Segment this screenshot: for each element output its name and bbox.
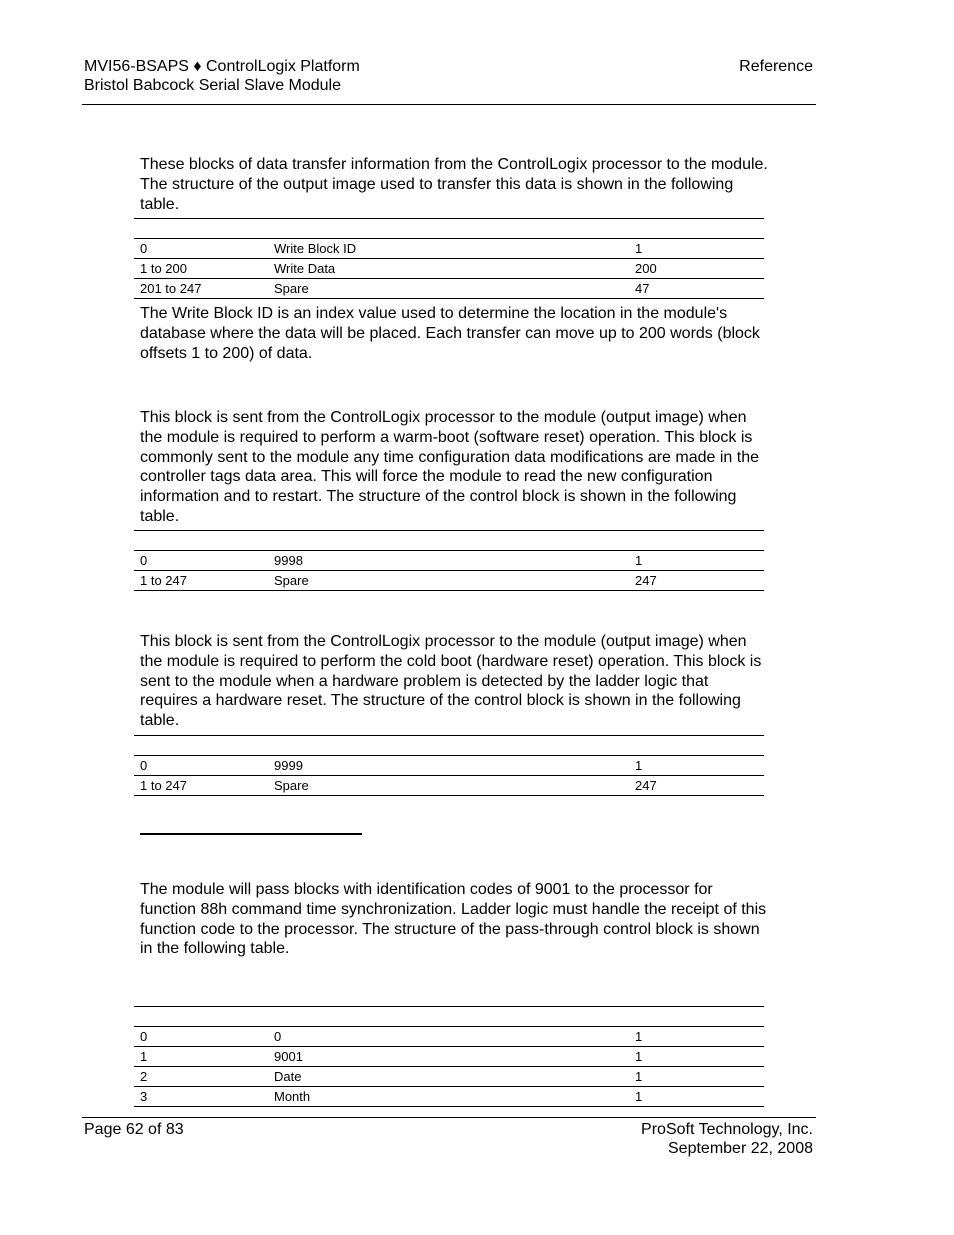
offset-cell: 1 to 247 — [140, 573, 187, 588]
description-cell: 0 — [274, 1029, 282, 1044]
table-row — [134, 259, 764, 279]
footer-rule — [82, 1117, 816, 1118]
description-cell: Date — [274, 1069, 302, 1084]
write-block-intro: These blocks of data transfer information from the ControlLogix processor to the module. The structure of the output image used to transfer this data is shown in the following table. — [140, 156, 768, 213]
pass-through-table-title-rule — [134, 1006, 764, 1007]
table-row — [134, 1047, 764, 1067]
offset-cell: 2 — [140, 1069, 148, 1084]
offset-cell: 1 to 247 — [140, 778, 187, 793]
table-row — [134, 1087, 764, 1107]
length-cell: 1 — [635, 1069, 643, 1084]
warm-boot-intro: This block is sent from the ControlLogix processor to the module (output image) when the module is required to perform a warm-boot (software reset) operation. This block is commonly sent to the module any time configuration data modifications are made in the controller tags data area. This will force the module to read the new configuration information and to restart. The structure of the control block is shown in the following table. — [140, 409, 759, 525]
offset-cell: 0 — [140, 241, 148, 256]
description-cell: 9998 — [274, 553, 303, 568]
length-cell: 47 — [635, 281, 650, 296]
offset-cell: 0 — [140, 758, 148, 773]
write-table-title-rule — [134, 218, 764, 219]
table-row — [134, 279, 764, 299]
table-row — [134, 571, 764, 591]
length-cell: 1 — [635, 553, 643, 568]
footer-info — [641, 1120, 813, 1158]
warm-boot-table-title-rule — [134, 530, 764, 531]
offset-cell: 3 — [140, 1089, 148, 1104]
offset-cell: 201 to 247 — [140, 281, 202, 296]
description-cell: Month — [274, 1089, 311, 1104]
length-cell: 247 — [635, 573, 657, 588]
table-row — [134, 239, 764, 259]
table-row — [134, 1067, 764, 1087]
header-rule — [82, 104, 816, 105]
description-cell: 9999 — [274, 758, 303, 773]
header-title-line2: Bristol Babcock Serial Slave Module — [84, 77, 342, 94]
table-row — [134, 1027, 764, 1047]
length-cell: 1 — [635, 1089, 643, 1104]
description-cell: 9001 — [274, 1049, 303, 1064]
write-block-description: The Write Block ID is an index value used to determine the location in the module's database where the data will be placed. Each transfer can move up to 200 words (block offsets 1 to 200) of data. — [140, 305, 760, 362]
section-divider — [140, 833, 362, 835]
footer-page-number: Page 62 of 83 — [84, 1121, 184, 1138]
table-row — [134, 776, 764, 796]
table-row — [134, 551, 764, 571]
header-title — [84, 57, 360, 95]
header-section: Reference — [739, 58, 813, 75]
header-title-line1: MVI56-BSAPS ♦ ControlLogix Platform — [84, 58, 360, 75]
footer-company: ProSoft Technology, Inc. — [641, 1121, 813, 1138]
description-cell: Write Data — [274, 261, 336, 276]
offset-cell: 1 to 200 — [140, 261, 187, 276]
description-cell: Spare — [274, 778, 309, 793]
footer-date: September 22, 2008 — [668, 1140, 813, 1157]
length-cell: 1 — [635, 241, 643, 256]
cold-boot-intro: This block is sent from the ControlLogix processor to the module (output image) when the module is required to perform the cold boot (hardware reset) operation. This block is sent to the module when a hardware problem is detected by the ladder logic that requires a hardware reset. The structure of the control block is shown in the following table. — [140, 633, 762, 730]
cold-boot-table — [134, 755, 764, 796]
offset-cell: 0 — [140, 1029, 148, 1044]
pass-through-table — [134, 1026, 764, 1107]
write-block-table — [134, 238, 764, 299]
length-cell: 1 — [635, 758, 643, 773]
cold-boot-table-title-rule — [134, 735, 764, 736]
warm-boot-table — [134, 550, 764, 591]
description-cell: Write Block ID — [274, 241, 357, 256]
offset-cell: 0 — [140, 553, 148, 568]
pass-through-intro: The module will pass blocks with identification codes of 9001 to the processor for function 88h command time synchronization. Ladder logic must handle the receipt of this function code to the processor. The structure of the pass-through control block is shown in the following table. — [140, 881, 767, 958]
table-row — [134, 756, 764, 776]
length-cell: 1 — [635, 1049, 643, 1064]
description-cell: Spare — [274, 281, 309, 296]
description-cell: Spare — [274, 573, 309, 588]
length-cell: 1 — [635, 1029, 643, 1044]
offset-cell: 1 — [140, 1049, 148, 1064]
length-cell: 200 — [635, 261, 657, 276]
length-cell: 247 — [635, 778, 657, 793]
